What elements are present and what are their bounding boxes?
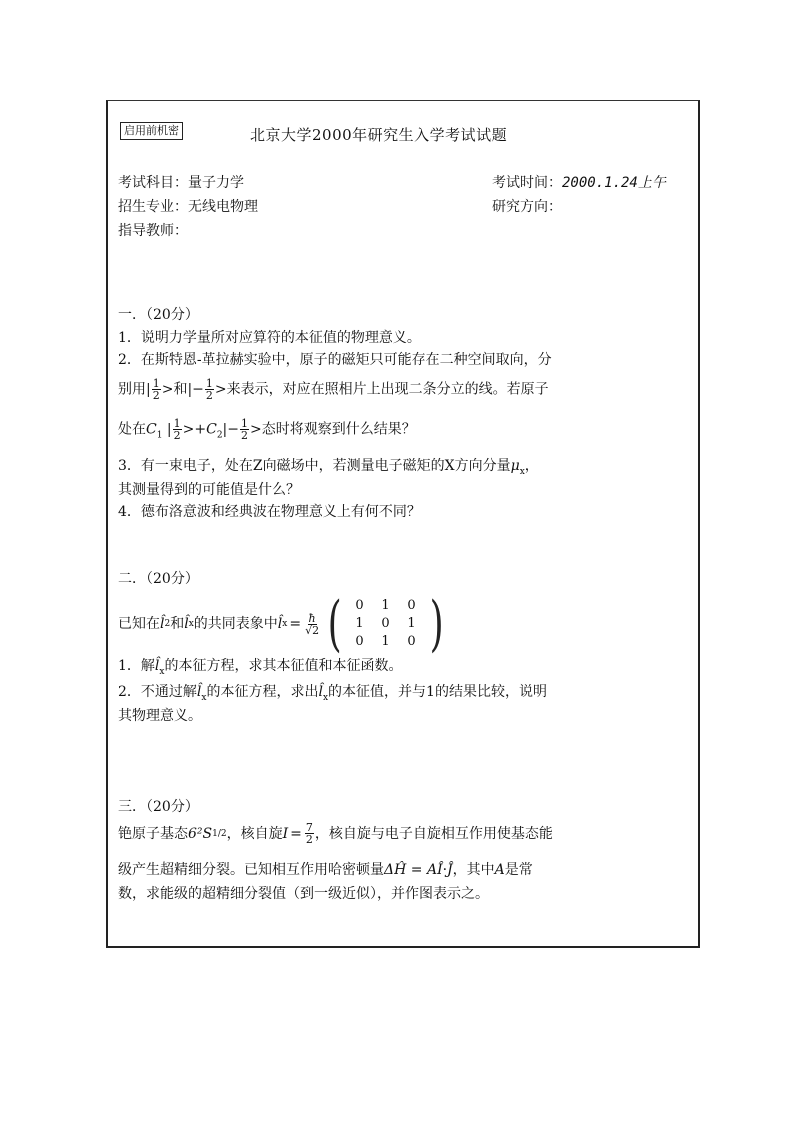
matrix-cell: 1: [381, 598, 390, 613]
direction-row: 研究方向：: [492, 199, 562, 215]
q2-given: 已知在 l̂ 2 和 l̂ x 的共同表象中 l̂ x = $\frac{ħ}{√2}$ ( 0 1 0 1 0 1 0 1 0 ): [118, 594, 448, 654]
q1-part4: 4．德布洛意波和经典波在物理意义上有何不同？: [118, 504, 421, 520]
exam-sheet-border: [106, 100, 700, 948]
q2-part2-line2: 其物理意义。: [118, 708, 202, 724]
fraction-seven-halves: $\frac{7}{2}$: [305, 821, 313, 846]
exam-time-row: 考试时间：2000.1.24上午: [492, 175, 666, 191]
fraction-half: $\frac{1}{2}$: [152, 377, 160, 402]
advisor-row: 指导教师：: [118, 223, 188, 239]
matrix-cell: 0: [355, 634, 364, 649]
hbar-over-sqrt2: $\frac{ħ}{√2}$: [305, 611, 320, 637]
q3-heading: 三．（20分）: [118, 799, 199, 815]
q1-part3-line1: 3．有一束电子，处在Z向磁场中，若测量电子磁矩的X方向分量$\mu_x$，: [118, 458, 539, 477]
handwritten-date: 2000.1.24上午: [562, 175, 666, 191]
fraction-half: $\frac{1}{2}$: [205, 377, 213, 402]
page-title: 北京大学2000年研究生入学考试试题: [250, 126, 508, 144]
q1-part3-line2: 其测量得到的可能值是什么？: [118, 482, 300, 498]
q3-line3: 数，求能级的超精细分裂值（到一级近似），并作图表示之。: [118, 886, 489, 902]
matrix-cell: 0: [407, 598, 416, 613]
q1-heading: 一．（20分）: [118, 307, 199, 323]
q3-line1: 铯原子基态 6²S 1/2 ，核自旋 I = $\frac{7}{2}$ ，核自旋与电子自旋相互作用使基态能: [118, 821, 553, 846]
q3-line2: 级产生超精细分裂。已知相互作用哈密顿量ΔĤ = AÎ·Ĵ，其中A是常: [118, 862, 533, 878]
q1-part2-line2: 别用| $\frac{1}{2}$ >和|− $\frac{1}{2}$ >来表示，对应在照相片上出现二条分立的线。若原子: [118, 377, 549, 402]
matrix-cell: 1: [381, 634, 390, 649]
q2-heading: 二．（20分）: [118, 571, 199, 587]
confidential-stamp: 启用前机密: [120, 122, 183, 140]
fraction-half: $\frac{1}{2}$: [241, 417, 248, 442]
matrix-cell: 1: [407, 616, 416, 631]
matrix-cell: 0: [407, 634, 416, 649]
q1-part2-line1: 2．在斯特恩-革拉赫实验中，原子的磁矩只可能存在二种空间取向，分: [118, 352, 552, 368]
lx-matrix: ( 0 1 0 1 0 1 0 1 0 ): [327, 589, 444, 659]
subject-row: 考试科目：量子力学: [118, 175, 244, 191]
matrix-cell: 0: [355, 598, 364, 613]
q2-part1: 1．解$l̂_x$的本征方程，求其本征值和本征函数。: [118, 658, 403, 677]
q1-part1: 1．说明力学量所对应算符的本征值的物理意义。: [118, 330, 421, 346]
matrix-cell: 0: [381, 616, 390, 631]
matrix-cell: 1: [355, 616, 364, 631]
major-row: 招生专业：无线电物理: [118, 199, 258, 215]
fraction-half: $\frac{1}{2}$: [173, 417, 181, 442]
q2-part2-line1: 2．不通过解$l̂_x$的本征方程，求出$l̂_x$的本征值，并与1的结果比较，说明: [118, 684, 547, 703]
q1-part2-line3: 处在$C_1$ | $\frac{1}{2}$ $>+C_2|-$ $\frac{1}{2}$ >态时将观察到什么结果？: [118, 417, 416, 442]
